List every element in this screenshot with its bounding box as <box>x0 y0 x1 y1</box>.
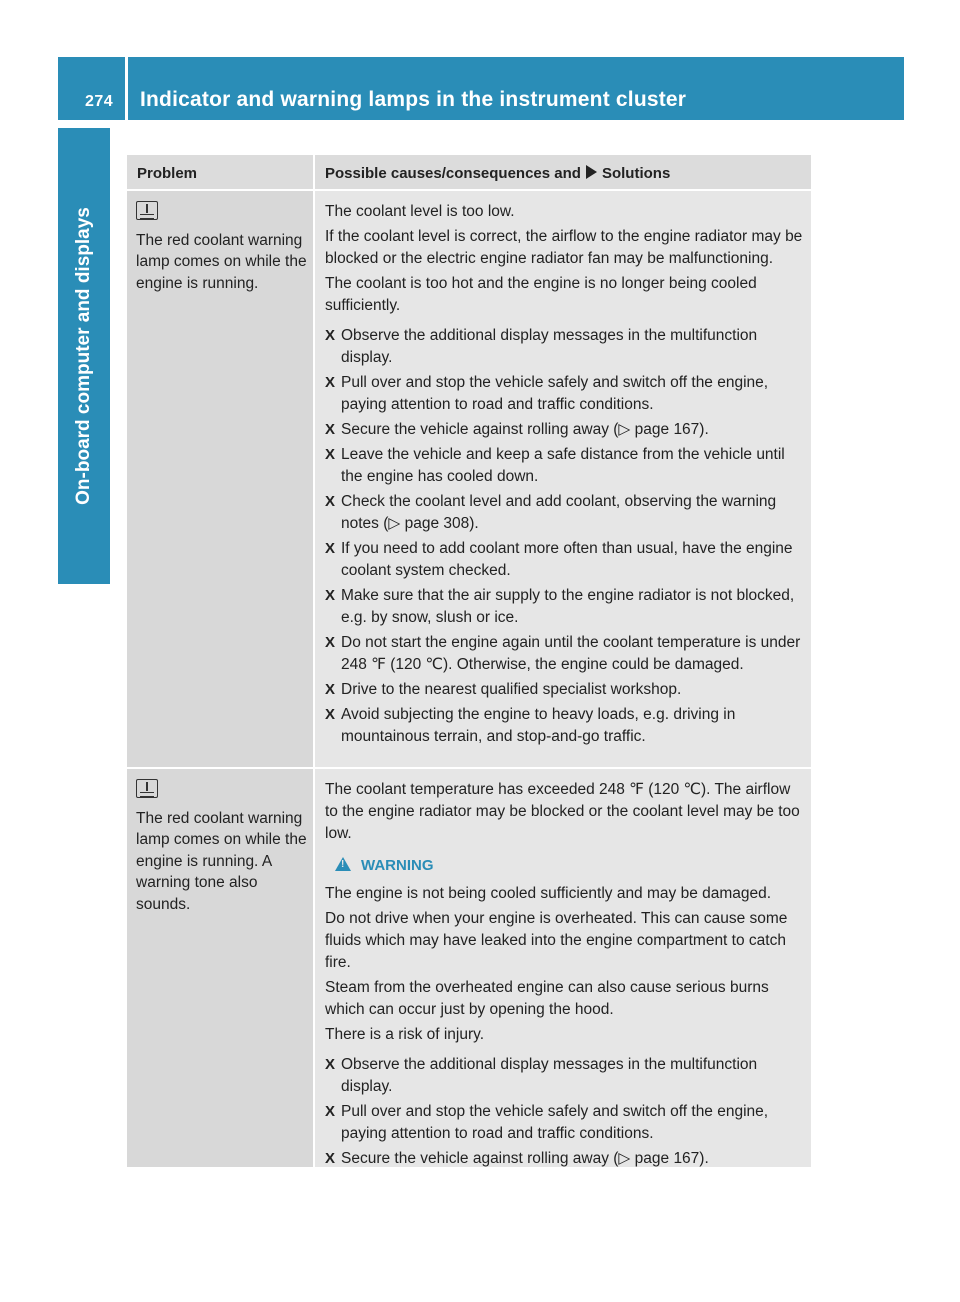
solution-step <box>325 419 805 441</box>
step-text: Drive to the nearest qualified specialist workshop. <box>341 681 682 698</box>
cause-text: The coolant temperature has exceeded 248 ℉ (120 ℃). The airflow to the engine radiator may be blocked or the coolant level may be too low. <box>325 781 800 842</box>
column-header-solutions <box>313 155 811 189</box>
page-title: Indicator and warning lamps in the instrument cluster <box>140 88 687 111</box>
solution-cell <box>313 191 811 767</box>
step-text[interactable]: Secure the vehicle against rolling away (▷ page 167). <box>341 1150 709 1167</box>
table-row <box>127 191 811 769</box>
column-header-problem: Problem <box>137 165 198 182</box>
problem-text: The red coolant warning lamp comes on while the engine is running. A warning tone also sounds. <box>136 809 307 913</box>
step-text: Pull over and stop the vehicle safely and switch off the engine, paying attention to road and traffic conditions. <box>341 374 769 413</box>
table-header <box>127 155 811 191</box>
coolant-temperature-icon <box>136 201 158 220</box>
coolant-temperature-icon <box>136 779 158 798</box>
page-header <box>58 57 904 120</box>
step-text: Avoid subjecting the engine to heavy loads, e.g. driving in mountainous terrain, and stop-and-go traffic. <box>341 706 736 745</box>
solution-step <box>325 632 805 676</box>
step-text: If you need to add coolant more often than usual, have the engine coolant system checked. <box>341 540 793 579</box>
step-text: Do not start the engine again until the coolant temperature is under 248 ℉ (120 ℃). Otherwise, the engine could be damaged. <box>341 634 801 673</box>
step-marker-icon: X <box>325 706 336 723</box>
step-marker-icon: X <box>325 1056 336 1073</box>
step-text: Observe the additional display messages in the multifunction display. <box>341 1056 758 1095</box>
problem-cell <box>127 769 313 1167</box>
solution-arrow-icon <box>586 165 597 179</box>
step-marker-icon: X <box>325 681 336 698</box>
step-text: Leave the vehicle and keep a safe distance from the vehicle until the engine has cooled down. <box>341 446 785 485</box>
step-text: Observe the additional display messages in the multifunction display. <box>341 327 758 366</box>
step-marker-icon: X <box>325 446 336 463</box>
solution-cell <box>313 769 811 1167</box>
table-row <box>127 769 811 1167</box>
solution-step <box>325 1054 805 1098</box>
column-header-solutions-suffix: Solutions <box>601 165 671 182</box>
header-separator <box>125 57 128 120</box>
solution-step <box>325 1148 805 1170</box>
page-number: 274 <box>85 93 114 110</box>
solution-step <box>325 1101 805 1145</box>
cause-text: The coolant is too hot and the engine is no longer being cooled sufficiently. <box>325 275 757 314</box>
step-marker-icon: X <box>325 493 336 510</box>
step-marker-icon: X <box>325 1150 336 1167</box>
step-text[interactable]: Check the coolant level and add coolant, observing the warning notes (▷ page 308). <box>341 493 777 532</box>
section-tab <box>58 128 110 584</box>
indicator-table <box>127 155 811 1167</box>
solution-step <box>325 444 805 488</box>
cause-text: The coolant level is too low. <box>325 203 515 220</box>
warning-text: There is a risk of injury. <box>325 1026 485 1043</box>
solution-step <box>325 679 805 701</box>
step-marker-icon: X <box>325 421 336 438</box>
step-marker-icon: X <box>325 327 336 344</box>
warning-label: WARNING <box>361 857 434 874</box>
warning-text: Do not drive when your engine is overheated. This can cause some fluids which may have leaked into the engine compartment to catch fire. <box>325 910 788 971</box>
solution-step <box>325 372 805 416</box>
solution-step <box>325 585 805 629</box>
step-marker-icon: X <box>325 587 336 604</box>
problem-text: The red coolant warning lamp comes on while the engine is running. <box>136 231 307 292</box>
step-text[interactable]: Secure the vehicle against rolling away (▷ page 167). <box>341 421 709 438</box>
step-marker-icon: X <box>325 634 336 651</box>
column-header-solutions-prefix: Possible causes/consequences and <box>325 165 581 182</box>
solution-step <box>325 538 805 582</box>
solution-step <box>325 491 805 535</box>
warning-heading <box>335 855 805 877</box>
warning-text: The engine is not being cooled sufficiently and may be damaged. <box>325 885 772 902</box>
step-text: Make sure that the air supply to the engine radiator is not blocked, e.g. by snow, slush or ice. <box>341 587 795 626</box>
solution-step <box>325 704 805 748</box>
step-marker-icon: X <box>325 540 336 557</box>
step-marker-icon: X <box>325 374 336 391</box>
step-text: Pull over and stop the vehicle safely and switch off the engine, paying attention to road and traffic conditions. <box>341 1103 769 1142</box>
warning-text: Steam from the overheated engine can also cause serious burns which can occur just by opening the hood. <box>325 979 769 1018</box>
cause-text: If the coolant level is correct, the airflow to the engine radiator may be blocked or the electric engine radiator fan may be malfunctioning. <box>325 228 803 267</box>
section-tab-label: On-board computer and displays <box>73 207 94 505</box>
warning-triangle-icon <box>335 857 351 871</box>
problem-cell <box>127 191 313 767</box>
step-marker-icon: X <box>325 1103 336 1120</box>
solution-step <box>325 325 805 369</box>
